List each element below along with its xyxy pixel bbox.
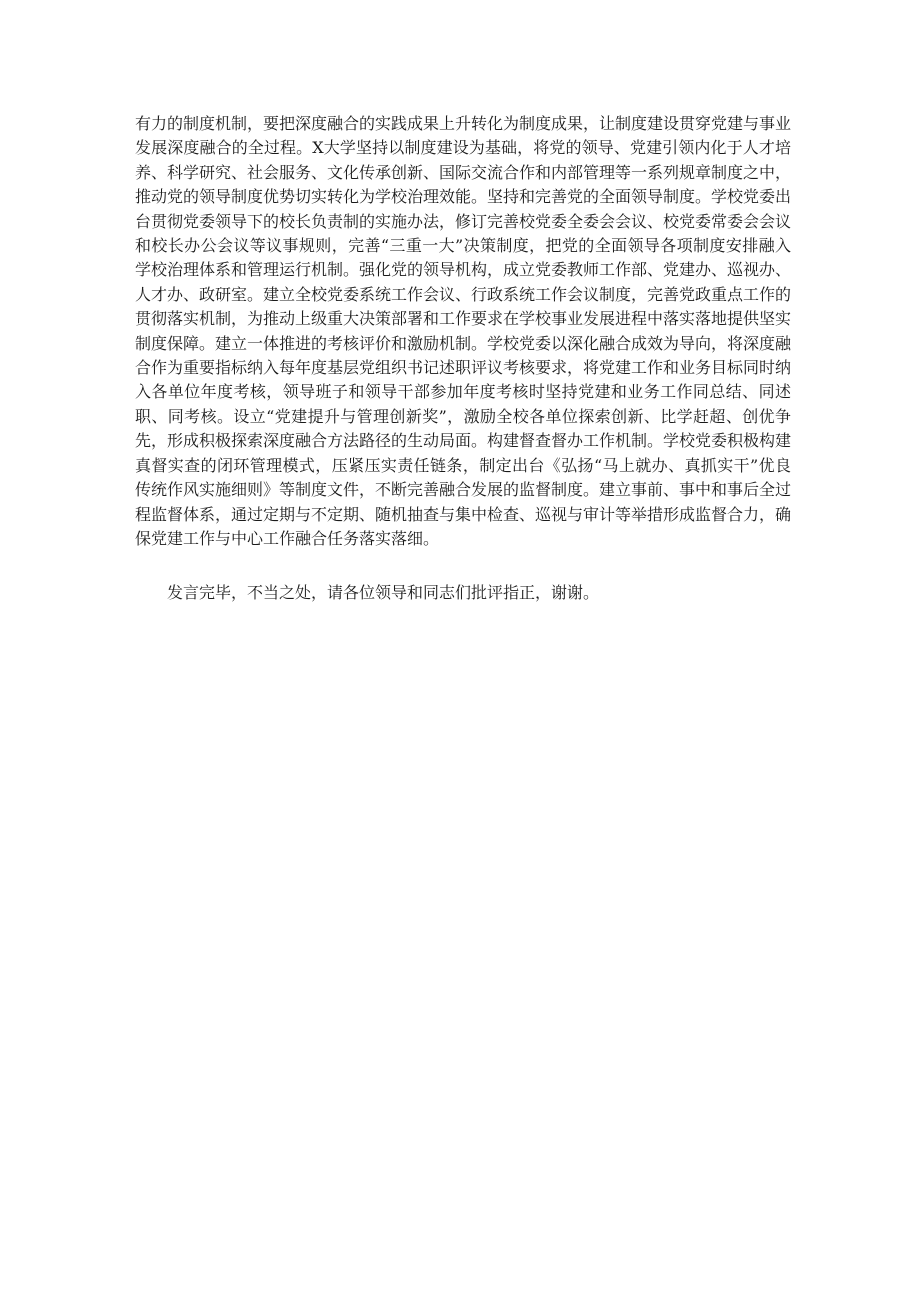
closing-paragraph: 发言完毕，不当之处，请各位领导和同志们批评指正，谢谢。 [167,583,600,602]
body-paragraph: 有力的制度机制，要把深度融合的实践成果上升转化为制度成果，让制度建设贯穿党建与事业发展深度融合的全过程。X大学坚持以制度建设为基础，将党的领导、党建引领内化于人才培养、科学研究、社会服务、文化传承创新、国际交流合作和内部管理等一系列规章制度之中，推动党的领导制度优势切实转化为学校治理效能。坚持和完善党的全面领导制度。学校党委出台贯彻党委领导下的校长负责制的实施办法，修订完善校党委全委会会议、校党委常委会会议和校长办公会议等议事规则，完善“三重一大”决策制度，把党的全面领导各项制度安排融入学校治理体系和管理运行机制。强化党的领导机构，成立党委教师工作部、党建办、巡视办、人才办、政研室。建立全校党委系统工作会议、行政系统工作会议制度，完善党政重点工作的贯彻落实机制，为推动上级重大决策部署和工作要求在学校事业发展进程中落实落地提供坚实制度保障。建立一体推进的考核评价和激励机制。学校党委以深化融合成效为导向，将深度融合作为重要指标纳入每年度基层党组织书记述职评议考核要求，将党建工作和业务目标同时纳入各单位年度考核，领导班子和领导干部参加年度考核时坚持党建和业务工作同总结、同述职、同考核。设立“党建提升与管理创新奖”，激励全校各单位探索创新、比学赶超、创优争先，形成积极探索深度融合方法路径的生动局面。构建督查督办工作机制。学校党委积极构建真督实查的闭环管理模式，压紧压实责任链条，制定出台《弘扬“马上就办、真抓实干”优良传统作风实施细则》等制度文件，不断完善融合发展的监督制度。建立事前、事中和事后全过程监督体系，通过定期与不定期、随机抽查与集中检查、巡视与审计等举措形成监督合力，确保党建工作与中心工作融合任务落实落细。 [135,114,792,548]
